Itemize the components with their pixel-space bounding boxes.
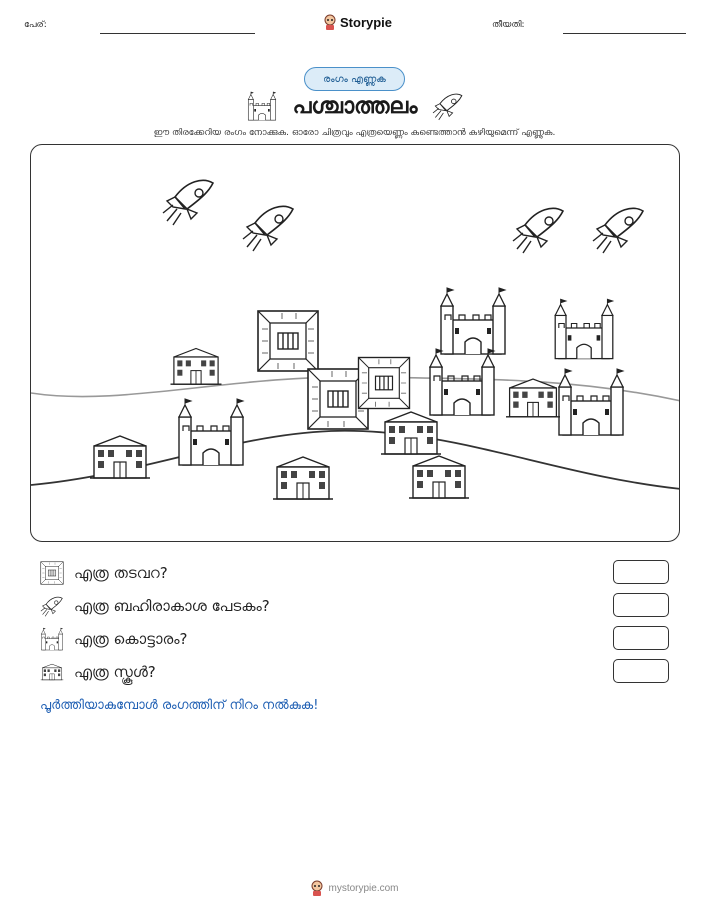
title-text: പശ്ചാത്തലം [292,93,418,119]
footer [0,880,709,896]
brand-logo [323,14,392,30]
school-3 [381,412,441,454]
question-row [40,593,680,619]
school-4 [90,436,150,478]
answer-box[interactable] [613,659,669,683]
door-icon [40,561,64,585]
answer-box[interactable] [613,626,669,650]
answer-box[interactable] [613,560,669,584]
school-5 [273,457,333,499]
question-row [40,560,680,586]
prison-3 [359,358,410,409]
school-6 [409,456,469,498]
question-text: എത്ര ബഹിരാകാശ പേടകം? [74,597,270,615]
activity-tag: രംഗം എണ്ണുക [304,67,405,91]
rocket-icon [431,91,465,121]
castle-icon [40,627,64,651]
color-instruction: പൂർത്തിയാകുമ്പോൾ രംഗത്തിന് നിറം നൽകുക! [40,698,319,713]
school-2 [506,379,560,417]
footer-url[interactable]: mystorypie.com [328,882,399,894]
rocket-4 [593,208,643,253]
instruction-text: ഈ തിരക്കേറിയ രംഗം നോക്കുക. ഓരോ ചിത്രവും എത്രയെണ്ണം കണ്ടെത്താൻ കഴിയുമെന്ന് എണ്ണുക. [153,128,556,138]
school-icon [40,660,64,684]
date-label: തീയതി: [492,20,525,30]
castle-icon [245,91,279,121]
counting-scene [30,144,680,542]
rocket-3 [513,208,563,253]
rocket-1 [163,180,213,225]
castle-1 [441,288,505,354]
castle-4 [179,399,243,465]
question-row [40,659,680,685]
rocket-icon [40,594,64,618]
storypie-mascot-icon [323,14,337,30]
brand-name: Storypie [340,14,393,30]
castle-2 [555,299,613,358]
worksheet-header [0,14,709,38]
date-line[interactable] [563,33,686,34]
rocket-2 [243,206,293,251]
castle-3 [430,349,494,415]
answer-box[interactable] [613,593,669,617]
scene-illustration [31,145,680,542]
question-row [40,626,680,652]
prison-1 [258,311,318,371]
storypie-mascot-icon [310,880,324,896]
name-line[interactable] [100,33,255,34]
castle-5 [559,369,623,435]
name-label: പേര്: [24,20,47,30]
page-title [230,90,480,122]
question-text: എത്ര തടവറ? [74,564,168,582]
school-1 [171,349,222,385]
question-text: എത്ര സ്കൂൾ? [74,663,156,681]
question-text: എത്ര കൊട്ടാരം? [74,630,188,648]
